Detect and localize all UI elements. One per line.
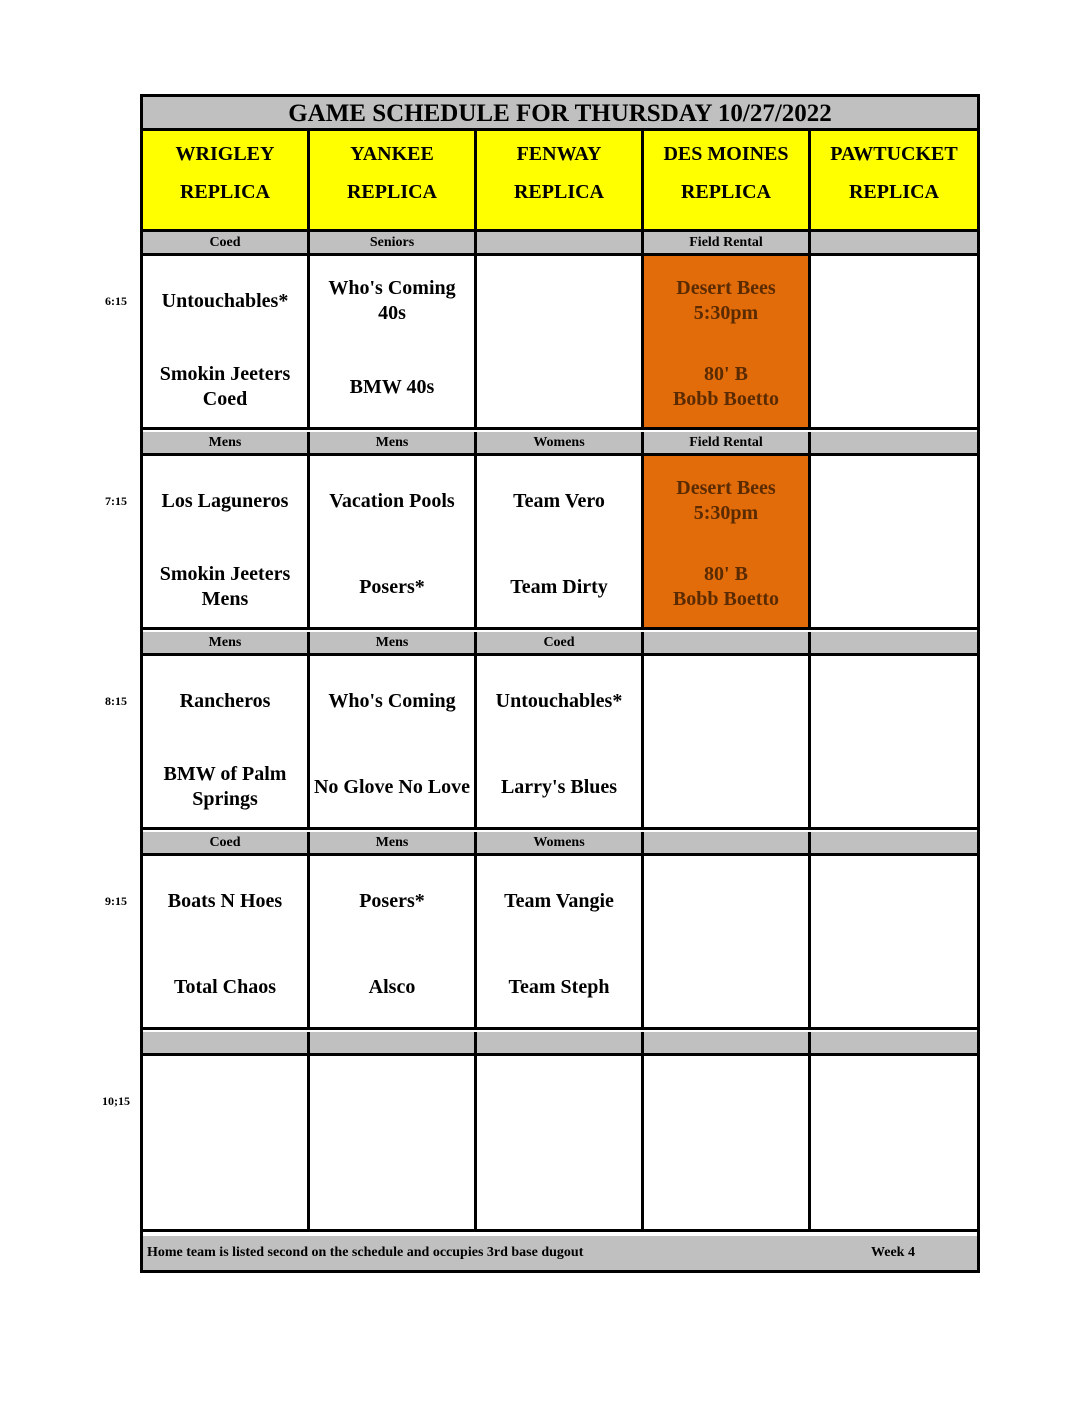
team-name-line: 80' B <box>704 363 748 385</box>
game-cell <box>143 656 310 830</box>
division-label <box>143 1032 310 1056</box>
home-team <box>477 760 641 814</box>
away-team <box>477 1074 641 1128</box>
footer-bar <box>143 1236 977 1270</box>
home-team <box>310 360 474 414</box>
team-name-line: Los Laguneros <box>161 489 289 512</box>
team-name-line: Who's Coming <box>328 277 456 299</box>
away-team <box>811 874 977 928</box>
home-team <box>644 560 808 614</box>
home-team <box>310 960 474 1014</box>
team-name-line: Larry's Blues <box>500 775 618 798</box>
home-team <box>811 1160 977 1214</box>
team-name-line: 40s <box>378 302 406 324</box>
home-team <box>477 360 641 414</box>
field-name: YANKEE <box>350 143 434 165</box>
away-team <box>811 674 977 728</box>
away-team <box>644 874 808 928</box>
division-label: Mens <box>143 632 310 656</box>
away-team <box>477 274 641 328</box>
away-team <box>310 674 474 728</box>
home-team <box>477 960 641 1014</box>
game-cell <box>811 656 977 830</box>
team-name-line: Untouchables* <box>495 689 623 712</box>
team-name-line: Bobb Boetto <box>672 388 780 410</box>
home-team <box>310 760 474 814</box>
field-type: REPLICA <box>513 181 604 203</box>
team-name-line: Desert Bees <box>676 477 776 499</box>
footer-note: Home team is listed second on the schedule and occupies 3rd base dugout <box>147 1245 584 1260</box>
division-label <box>811 632 977 656</box>
team-name-line: Mens <box>201 588 249 610</box>
home-team <box>644 760 808 814</box>
away-team <box>811 1074 977 1128</box>
field-header <box>310 131 477 232</box>
away-team <box>644 1074 808 1128</box>
home-team <box>143 360 307 414</box>
home-team <box>477 560 641 614</box>
team-name-line: Bobb Boetto <box>672 588 780 610</box>
home-team <box>644 960 808 1014</box>
team-name-line: Alsco <box>368 975 416 998</box>
field-type: REPLICA <box>179 181 270 203</box>
game-cell <box>811 456 977 630</box>
field-header <box>143 131 310 232</box>
game-cell <box>477 456 644 630</box>
home-team <box>310 560 474 614</box>
team-name-line: Untouchables* <box>161 289 289 312</box>
away-team <box>477 674 641 728</box>
week-label: Week 4 <box>871 1245 915 1260</box>
division-label: Field Rental <box>644 232 811 256</box>
field-header <box>811 131 977 232</box>
time-label: 9:15 <box>105 894 127 908</box>
team-name-line: No Glove No Love <box>313 775 471 798</box>
home-team <box>811 760 977 814</box>
field-name: FENWAY <box>516 143 602 165</box>
team-name-line: 5:30pm <box>693 502 759 524</box>
game-cell <box>644 656 811 830</box>
division-label <box>644 632 811 656</box>
home-team <box>811 960 977 1014</box>
team-name-line: 80' B <box>704 563 748 585</box>
game-cell <box>143 856 310 1030</box>
home-team <box>644 360 808 414</box>
team-name-line: Smokin Jeeters <box>159 363 291 385</box>
away-team <box>310 274 474 328</box>
away-team <box>143 874 307 928</box>
game-cell <box>143 456 310 630</box>
division-label <box>477 232 644 256</box>
away-team <box>811 274 977 328</box>
time-label: 7:15 <box>105 494 127 508</box>
field-name: PAWTUCKET <box>830 143 958 165</box>
schedule-sheet <box>140 94 980 1273</box>
game-cell <box>310 856 477 1030</box>
time-label: 8:15 <box>105 694 127 708</box>
away-team <box>143 274 307 328</box>
away-team <box>644 474 808 528</box>
game-cell <box>310 656 477 830</box>
division-label <box>811 1032 977 1056</box>
field-header <box>644 131 811 232</box>
division-label <box>644 1032 811 1056</box>
division-label <box>811 432 977 456</box>
home-team <box>477 1160 641 1214</box>
team-name-line: Springs <box>192 788 258 810</box>
team-name-line: Team Vero <box>513 489 605 512</box>
field-name: WRIGLEY <box>175 143 275 165</box>
game-cell <box>811 256 977 430</box>
team-name-line: Posers* <box>359 889 425 912</box>
game-cell <box>477 256 644 430</box>
field-name: DES MOINES <box>663 143 789 165</box>
time-label: 6:15 <box>105 294 127 308</box>
away-team <box>310 1074 474 1128</box>
home-team <box>811 360 977 414</box>
away-team <box>477 474 641 528</box>
team-name-line: Boats N Hoes <box>167 889 283 912</box>
game-cell <box>477 1056 644 1232</box>
division-label <box>477 1032 644 1056</box>
game-cell <box>477 656 644 830</box>
home-team <box>143 760 307 814</box>
game-cell <box>811 1056 977 1232</box>
away-team <box>811 474 977 528</box>
home-team <box>143 560 307 614</box>
division-label: Field Rental <box>644 432 811 456</box>
field-type: REPLICA <box>680 181 771 203</box>
team-name-line: Team Steph <box>508 975 610 998</box>
game-cell <box>644 856 811 1030</box>
field-header <box>477 131 644 232</box>
away-team <box>310 474 474 528</box>
game-cell <box>143 256 310 430</box>
division-label: Coed <box>143 232 310 256</box>
team-name-line: Who's Coming <box>328 689 456 712</box>
division-label <box>811 832 977 856</box>
division-label: Mens <box>143 432 310 456</box>
game-cell <box>310 1056 477 1232</box>
team-name-line: Team Dirty <box>510 575 608 598</box>
home-team <box>143 1160 307 1214</box>
home-team <box>811 560 977 614</box>
team-name-line: BMW 40s <box>349 375 435 398</box>
page-title: GAME SCHEDULE FOR THURSDAY 10/27/2022 <box>143 97 977 131</box>
away-team <box>644 674 808 728</box>
game-cell <box>143 1056 310 1232</box>
division-label: Seniors <box>310 232 477 256</box>
field-type: REPLICA <box>346 181 437 203</box>
game-cell <box>477 856 644 1030</box>
time-label: 10;15 <box>102 1094 130 1108</box>
division-label <box>811 232 977 256</box>
division-label: Womens <box>477 432 644 456</box>
division-label: Mens <box>310 632 477 656</box>
division-label <box>644 832 811 856</box>
team-name-line: Total Chaos <box>173 975 277 998</box>
team-name-line: 5:30pm <box>693 302 759 324</box>
division-label: Mens <box>310 432 477 456</box>
game-cell <box>811 856 977 1030</box>
game-cell <box>644 1056 811 1232</box>
home-team <box>644 1160 808 1214</box>
team-name-line: Coed <box>202 388 248 410</box>
division-label <box>310 1032 477 1056</box>
team-name-line: Rancheros <box>179 689 271 712</box>
away-team <box>310 874 474 928</box>
game-cell <box>310 456 477 630</box>
away-team <box>143 674 307 728</box>
home-team <box>310 1160 474 1214</box>
game-cell <box>310 256 477 430</box>
away-team <box>143 1074 307 1128</box>
away-team <box>644 274 808 328</box>
team-name-line: Desert Bees <box>676 277 776 299</box>
division-label: Coed <box>143 832 310 856</box>
team-name-line: Posers* <box>359 575 425 598</box>
division-label: Coed <box>477 632 644 656</box>
field-type: REPLICA <box>848 181 939 203</box>
division-label: Mens <box>310 832 477 856</box>
away-team <box>143 474 307 528</box>
team-name-line: Team Vangie <box>504 889 614 912</box>
team-name-line: Smokin Jeeters <box>159 563 291 585</box>
game-cell <box>644 456 811 630</box>
team-name-line: BMW of Palm <box>163 763 287 785</box>
game-cell <box>644 256 811 430</box>
away-team <box>477 874 641 928</box>
division-label: Womens <box>477 832 644 856</box>
home-team <box>143 960 307 1014</box>
team-name-line: Vacation Pools <box>329 489 455 512</box>
